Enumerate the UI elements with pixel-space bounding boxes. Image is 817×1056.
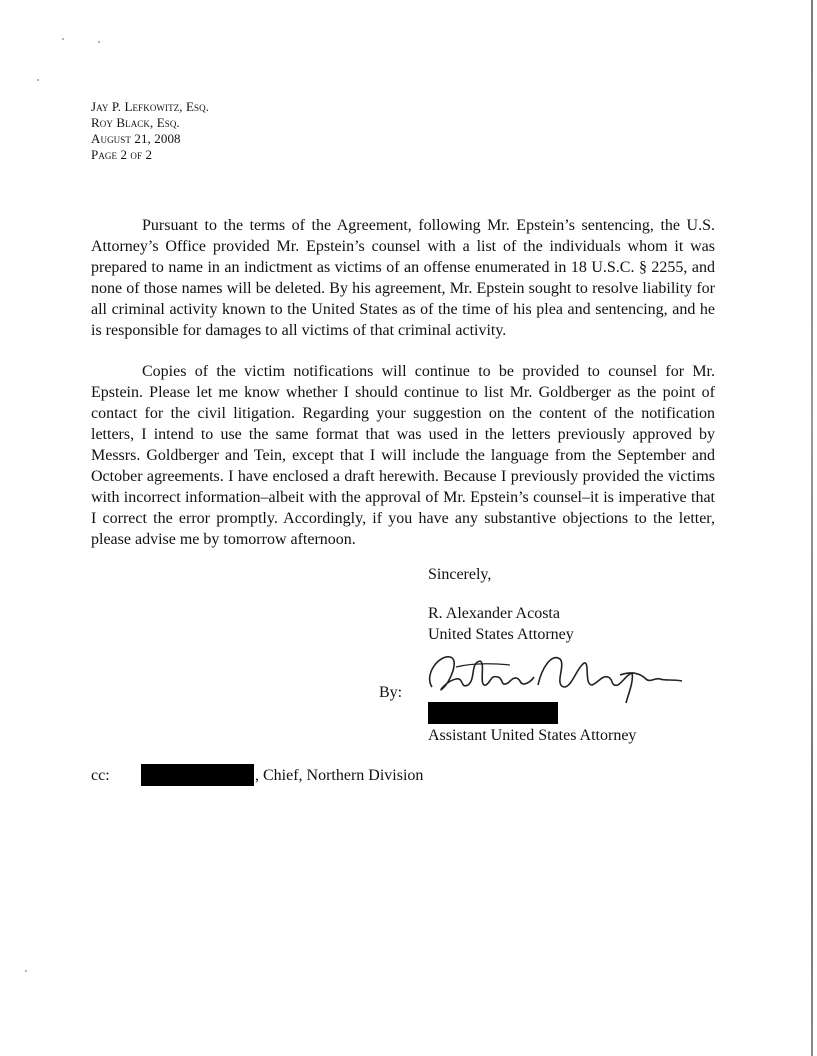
- signer-title: Assistant United States Attorney: [428, 727, 637, 744]
- redaction-bar-signer: [428, 702, 558, 724]
- body-paragraph-2: Copies of the victim notifications will continue to be provided to counsel for Mr. Epstein. Please let me know whether I should continue to list Mr. Goldberger as the point of contact for the civil litigation. Regarding your suggestion on the content of the notification letters, I intend to use the same format that was used in the letters previously approved by Messrs. Goldberger and Tein, except that I will include the language from the September and October agreements. I have enclosed a draft herewith. Because I previously provided the victims with incorrect information–albeit with the approval of Mr. Epstein’s counsel–it is imperative that I correct the error promptly. Accordingly, if you have any substantive objections to the letter, please advise me by tomorrow afternoon.: [91, 363, 715, 548]
- letter-header: [91, 99, 209, 163]
- signatory-title: United States Attorney: [428, 626, 574, 643]
- closing-salutation: Sincerely,: [428, 566, 492, 583]
- scan-speck: [37, 79, 39, 81]
- cc-label: cc:: [91, 767, 110, 784]
- handwritten-signature: [420, 645, 690, 705]
- scan-speck: [98, 41, 100, 43]
- header-recipient-2: Roy Black, Esq.: [91, 115, 180, 130]
- header-recipient-1: Jay P. Lefkowitz, Esq.: [91, 99, 210, 114]
- header-page-number: Page 2 of 2: [91, 147, 153, 162]
- header-date: August 21, 2008: [91, 131, 181, 146]
- cc-recipient-title: , Chief, Northern Division: [255, 767, 424, 784]
- by-label: By:: [379, 684, 403, 701]
- body-paragraph-1: Pursuant to the terms of the Agreement, following Mr. Epstein’s sentencing, the U.S. Attorney’s Office provided Mr. Epstein’s counsel with a list of the individuals whom it was prepared to name in an indictment as victims of an offense enumerated in 18 U.S.C. § 2255, and none of those names will be deleted. By his agreement, Mr. Epstein sought to resolve liability for all criminal activity known to the United States as of the time of his plea and sentencing, and he is responsible for damages to all victims of that criminal activity.: [91, 217, 715, 339]
- scan-speck: [25, 970, 27, 972]
- page-edge-shadow: [811, 0, 813, 1056]
- signatory-name: R. Alexander Acosta: [428, 605, 560, 622]
- scan-speck: [62, 38, 64, 40]
- redaction-bar-cc: [141, 764, 254, 786]
